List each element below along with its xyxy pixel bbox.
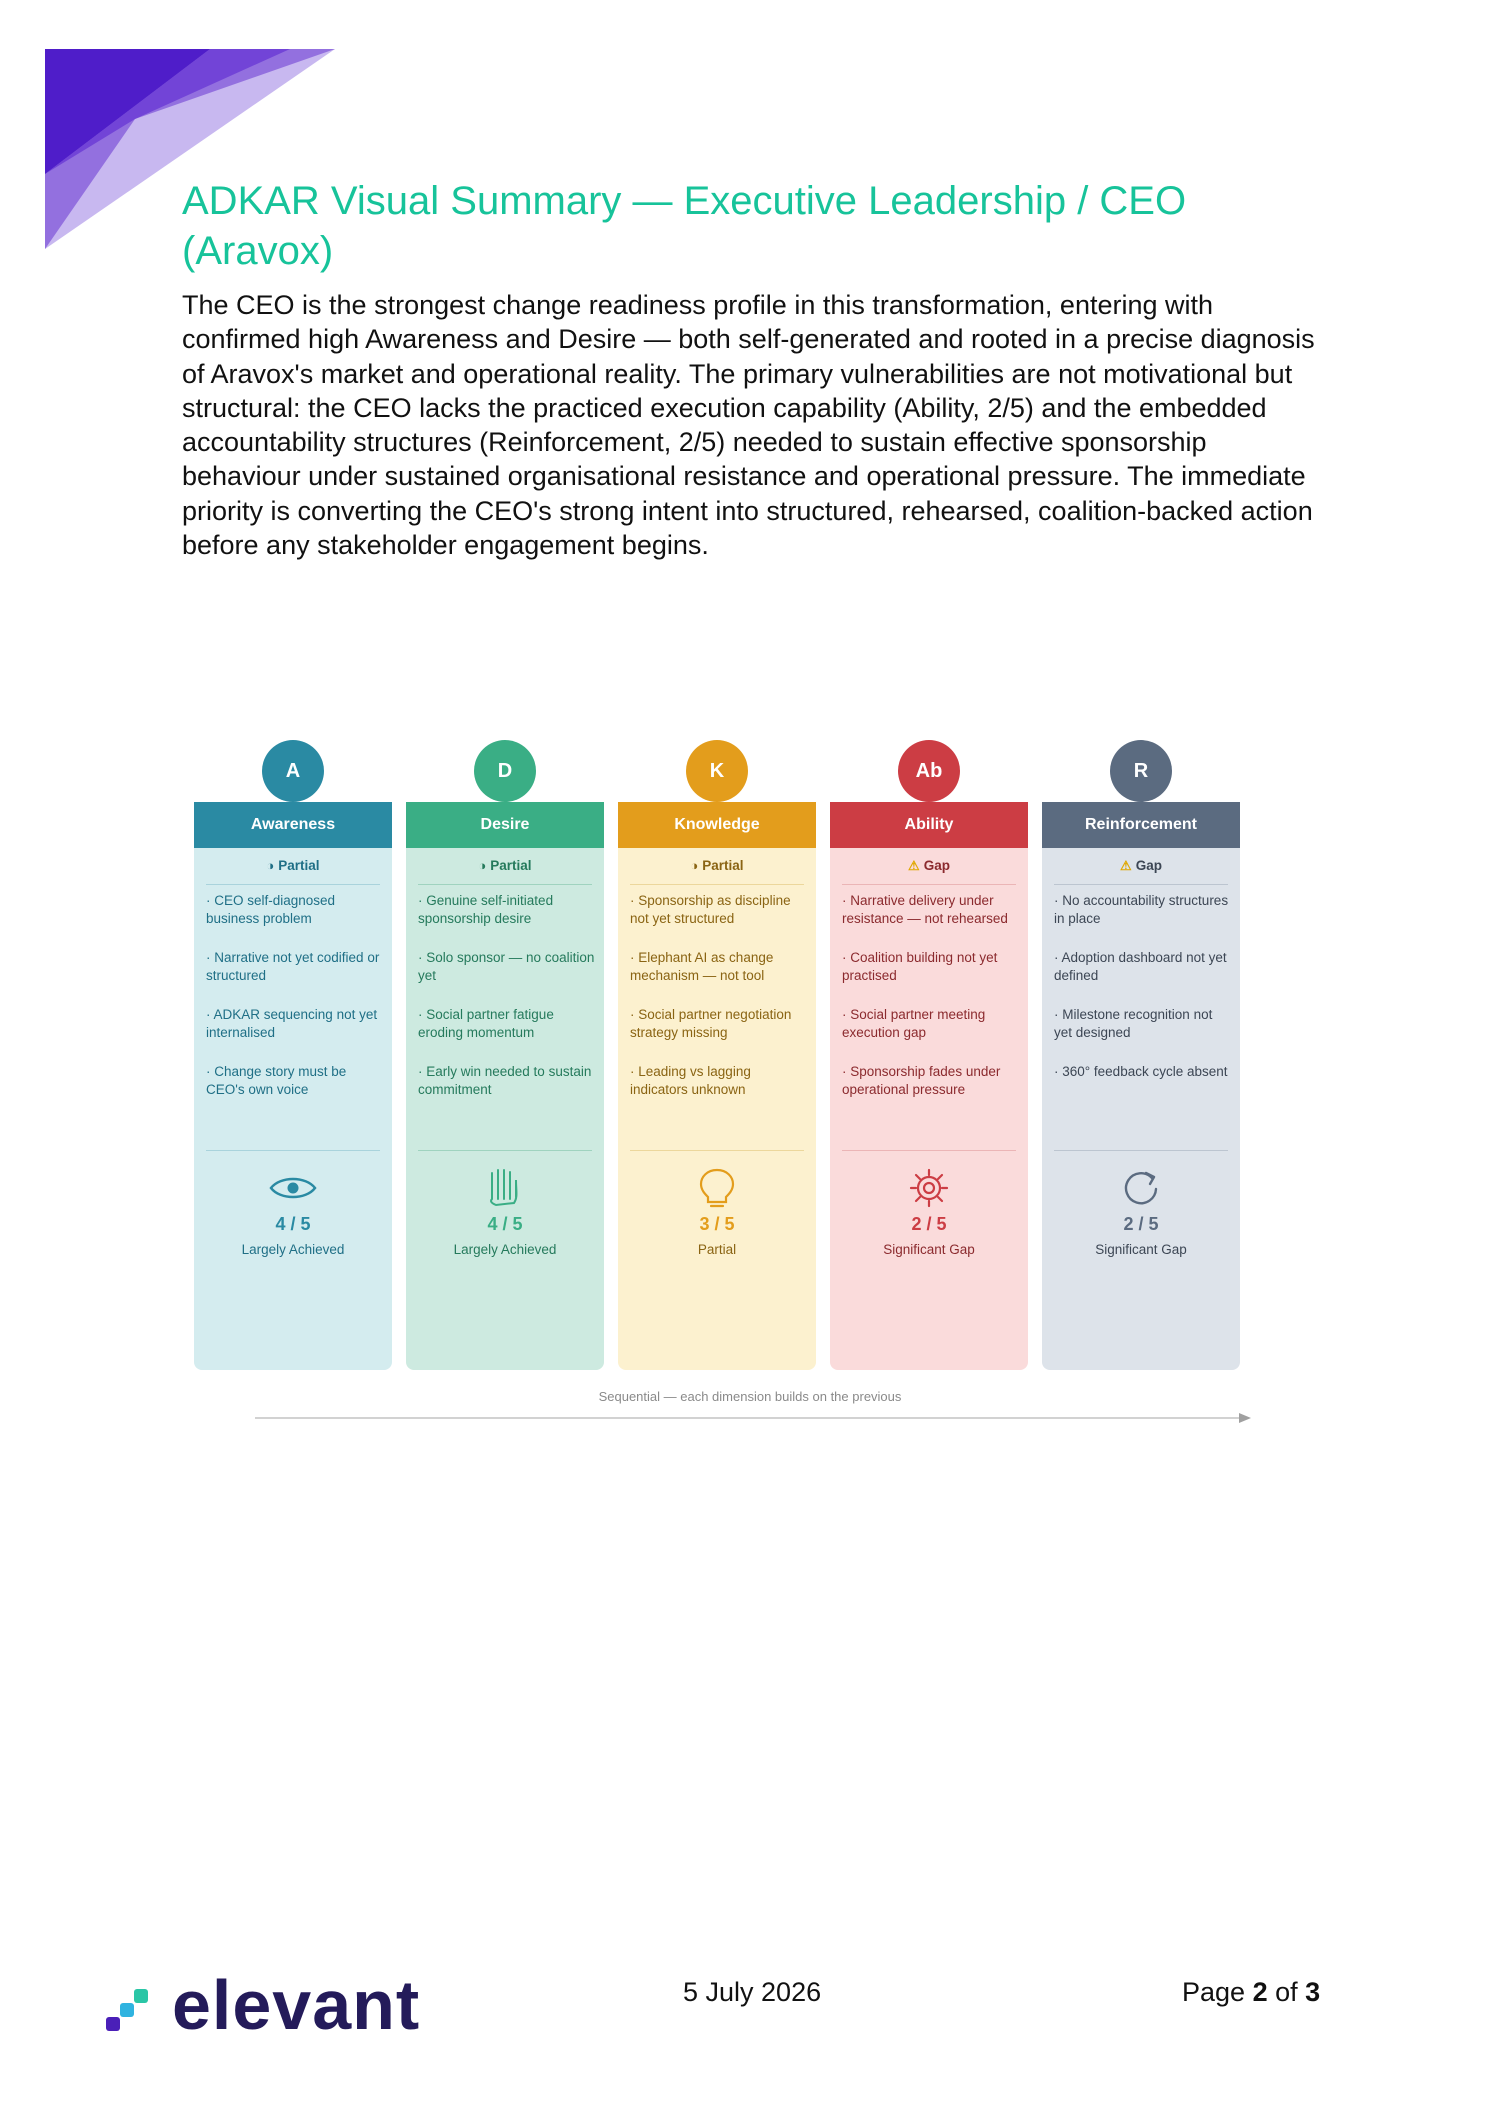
adkar-column-desire	[406, 740, 604, 1370]
dimension-header: Ability	[830, 802, 1028, 848]
bullet-item: · Social partner meeting execution gap	[842, 1007, 986, 1040]
page-current: 2	[1252, 1977, 1268, 2007]
bullet-item: · Social partner fatigue eroding momentum	[418, 1007, 554, 1040]
page-number	[1182, 1975, 1320, 2009]
adkar-column-awareness	[194, 740, 392, 1370]
half-circle-icon: ◑	[266, 858, 275, 873]
status-text: Gap	[1135, 858, 1162, 873]
letter-badge: R	[1110, 740, 1172, 802]
gear-icon	[904, 1167, 954, 1209]
refresh-icon	[1116, 1167, 1166, 1209]
bullet-list	[630, 892, 810, 1120]
dimension-header: Desire	[406, 802, 604, 848]
letter-badge: D	[474, 740, 536, 802]
page-total: 3	[1305, 1977, 1321, 2007]
score-label: Partial	[697, 1242, 737, 1257]
score: 4 / 5	[487, 1214, 523, 1234]
dimension-header: Awareness	[194, 802, 392, 848]
bullet-item: · Elephant AI as change mechanism — not tool	[630, 950, 774, 983]
bullet-item: · 360° feedback cycle absent	[1054, 1064, 1228, 1079]
bullet-item: · CEO self-diagnosed business problem	[206, 893, 336, 926]
status-text: Partial	[490, 858, 532, 873]
divider	[206, 1150, 380, 1151]
letter-badge: Ab	[898, 740, 960, 802]
divider	[630, 1150, 804, 1151]
bullet-list	[842, 892, 1022, 1120]
bullet-list	[1054, 892, 1234, 1120]
score: 2 / 5	[1123, 1214, 1159, 1234]
adkar-column-knowledge	[618, 740, 816, 1370]
divider	[418, 1150, 592, 1151]
letter-badge: K	[686, 740, 748, 802]
intro-paragraph: The CEO is the strongest change readiness profile in this transformation, entering with confirmed high Awareness and Desire — both self-generated and rooted in a precise diagnosis of Aravox's market and operational reality. The primary vulnerabilities are not motivational but structural: the CEO lacks the practiced execution capability (Ability, 2/5) and the embedded accountability structures (Reinforcement, 2/5) needed to sustain effective sponsorship behaviour under sustained organisational resistance and operational pressure. The immediate priority is converting the CEO's strong intent into structured, rehearsed, coalition-backed action before any stakeholder engagement begins.	[182, 290, 1315, 561]
bullet-item: · Sponsorship fades under operational pressure	[842, 1064, 1001, 1097]
score-label: Largely Achieved	[241, 1242, 345, 1257]
score: 3 / 5	[699, 1214, 735, 1234]
letter-badge: A	[262, 740, 324, 802]
bullet-item: · Social partner negotiation strategy missing	[630, 1007, 792, 1040]
bullet-item: · Adoption dashboard not yet defined	[1054, 950, 1227, 983]
status-badge	[406, 854, 604, 878]
page-title: ADKAR Visual Summary — Executive Leadership / CEO (Aravox)	[182, 179, 1187, 273]
bullet-list	[418, 892, 598, 1120]
status-badge	[618, 854, 816, 878]
bullet-item: · Leading vs lagging indicators unknown	[630, 1064, 751, 1097]
status-badge	[194, 854, 392, 878]
divider	[842, 1150, 1016, 1151]
bullet-item: · Early win needed to sustain commitment	[418, 1064, 592, 1097]
status-text: Gap	[923, 858, 950, 873]
divider	[842, 884, 1016, 885]
score: 2 / 5	[911, 1214, 947, 1234]
divider	[1054, 884, 1228, 885]
score-label: Significant Gap	[883, 1242, 975, 1257]
hand-icon	[480, 1167, 530, 1209]
score-label: Largely Achieved	[453, 1242, 557, 1257]
bullet-item: · No accountability structures in place	[1054, 893, 1229, 926]
status-badge	[1042, 854, 1240, 878]
warning-icon: ⚠	[908, 858, 920, 873]
dimension-header: Knowledge	[618, 802, 816, 848]
half-circle-icon: ◑	[478, 858, 487, 873]
eye-icon	[268, 1167, 318, 1209]
logo-mark-icon	[106, 1981, 166, 2041]
bullet-item: · Coalition building not yet practised	[842, 950, 998, 983]
sequence-arrow	[255, 1411, 1251, 1425]
status-text: Partial	[702, 858, 744, 873]
bullet-item: · Sponsorship as discipline not yet structured	[630, 893, 791, 926]
dimension-header: Reinforcement	[1042, 802, 1240, 848]
bullet-item: · Genuine self-initiated sponsorship desire	[418, 893, 554, 926]
footer-date: 5 July 2026	[683, 1977, 822, 2007]
adkar-column-ability	[830, 740, 1028, 1370]
divider	[1054, 1150, 1228, 1151]
score: 4 / 5	[275, 1214, 311, 1234]
score-label: Significant Gap	[1095, 1242, 1187, 1257]
status-text: Partial	[278, 858, 320, 873]
sequence-caption: Sequential — each dimension builds on the previous	[598, 1389, 902, 1404]
bullet-item: · ADKAR sequencing not yet internalised	[206, 1007, 378, 1040]
page-prefix: Page	[1182, 1977, 1246, 2007]
bullet-item: · Change story must be CEO's own voice	[206, 1064, 347, 1097]
bullet-item: · Narrative delivery under resistance — not rehearsed	[842, 893, 1008, 926]
elevant-logo	[106, 1966, 466, 2055]
bullet-item: · Solo sponsor — no coalition yet	[418, 950, 595, 983]
lightbulb-icon	[692, 1167, 742, 1209]
adkar-column-reinforcement	[1042, 740, 1240, 1370]
page-sep: of	[1275, 1977, 1298, 2007]
divider	[418, 884, 592, 885]
divider	[630, 884, 804, 885]
divider	[206, 884, 380, 885]
bullet-item: · Narrative not yet codified or structured	[206, 950, 380, 983]
logo-text: elevant	[172, 1966, 421, 2044]
adkar-diagram	[194, 740, 1244, 1370]
half-circle-icon: ◑	[690, 858, 699, 873]
status-badge	[830, 854, 1028, 878]
bullet-item: · Milestone recognition not yet designed	[1054, 1007, 1213, 1040]
bullet-list	[206, 892, 386, 1120]
warning-icon: ⚠	[1120, 858, 1132, 873]
